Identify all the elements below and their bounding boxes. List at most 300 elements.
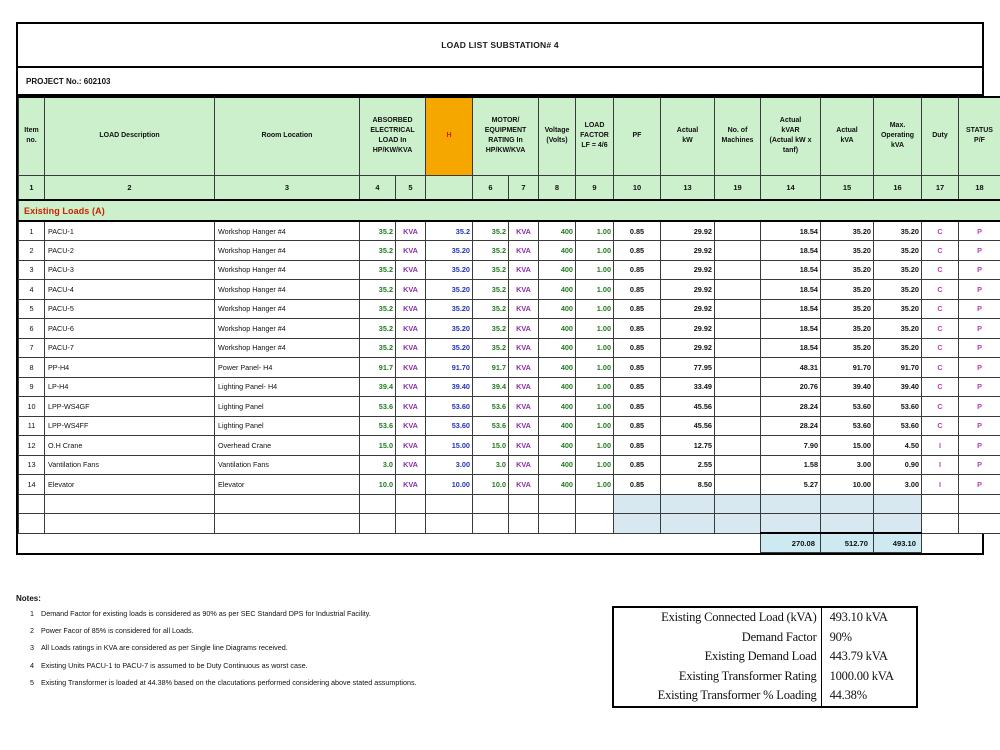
cell-room-location: Workshop Hanger #4 bbox=[215, 260, 360, 280]
cell-duty: C bbox=[922, 241, 959, 261]
cell-actual-kva: 91.70 bbox=[821, 358, 874, 378]
header-lf-l1: LOAD bbox=[584, 122, 605, 130]
cell-actual-kvar: 18.54 bbox=[761, 338, 821, 358]
cell-voltage: 400 bbox=[539, 436, 576, 456]
header-actual-kva bbox=[821, 97, 874, 175]
cell-status: P bbox=[959, 280, 1000, 300]
blank-cell bbox=[922, 494, 959, 514]
cell-motor-unit: KVA bbox=[509, 319, 539, 339]
cell-pf: 0.85 bbox=[614, 416, 661, 436]
note-index: 2 bbox=[30, 626, 34, 636]
blank-cell bbox=[874, 494, 922, 514]
table-row bbox=[19, 241, 1000, 261]
blank-cell bbox=[821, 514, 874, 534]
header-pf: PF bbox=[614, 97, 661, 175]
cell-max-operating-kva: 4.50 bbox=[874, 436, 922, 456]
cell-absorbed-value: 53.6 bbox=[360, 416, 396, 436]
cell-voltage: 400 bbox=[539, 358, 576, 378]
cell-max-operating-kva: 53.60 bbox=[874, 416, 922, 436]
note-text: Power Facor of 85% is considered for all Loads. bbox=[41, 626, 194, 636]
header-voltage-l2: (Volts) bbox=[546, 137, 568, 145]
cell-item-no: 11 bbox=[19, 416, 45, 436]
cell-motor-unit: KVA bbox=[509, 377, 539, 397]
cell-load-factor: 1.00 bbox=[576, 299, 614, 319]
cell-load-description: PP-H4 bbox=[45, 358, 215, 378]
page-title: LOAD LIST SUBSTATION# 4 bbox=[441, 40, 559, 50]
blank-cell bbox=[426, 494, 473, 514]
table-row bbox=[19, 260, 1000, 280]
cell-absorbed-value: 15.0 bbox=[360, 436, 396, 456]
blank-cell bbox=[45, 494, 215, 514]
cell-absorbed-value: 3.0 bbox=[360, 455, 396, 475]
cell-absorbed-unit: KVA bbox=[396, 260, 426, 280]
cell-absorbed-unit: KVA bbox=[396, 397, 426, 417]
cell-motor-unit: KVA bbox=[509, 280, 539, 300]
cell-actual-kvar: 5.27 bbox=[761, 475, 821, 495]
cell-item-no: 7 bbox=[19, 338, 45, 358]
header-actual-kw bbox=[661, 97, 715, 175]
cell-h-value: 35.20 bbox=[426, 299, 473, 319]
cell-voltage: 400 bbox=[539, 338, 576, 358]
note-text: Existing Transformer is loaded at 44.38% based on the clacutations performed considering above stated assumptions. bbox=[41, 677, 417, 687]
cell-h-value: 35.20 bbox=[426, 338, 473, 358]
cell-load-description: O.H Crane bbox=[45, 436, 215, 456]
header-kw-l1: Actual bbox=[676, 127, 699, 135]
header-machines-l1: No. of bbox=[727, 127, 748, 135]
cell-room-location: Lighting Panel bbox=[215, 397, 360, 417]
cell-actual-kvar: 1.58 bbox=[761, 455, 821, 475]
summary-label: Existing Demand Load bbox=[614, 647, 821, 667]
cell-voltage: 400 bbox=[539, 299, 576, 319]
summary-value: 44.38% bbox=[829, 688, 867, 703]
header-actual-kvar bbox=[761, 97, 821, 175]
cell-actual-kva: 35.20 bbox=[821, 319, 874, 339]
colnum-16: 16 bbox=[874, 175, 922, 200]
cell-load-factor: 1.00 bbox=[576, 377, 614, 397]
header-kvar-l4: tanf) bbox=[782, 147, 799, 155]
total-kvar: 270.08 bbox=[761, 533, 821, 553]
cell-no-of-machines bbox=[715, 475, 761, 495]
note-index: 4 bbox=[30, 660, 34, 670]
blank-cell bbox=[19, 514, 45, 534]
colnum-2: 2 bbox=[45, 175, 215, 200]
blank-cell bbox=[473, 514, 509, 534]
header-load-factor bbox=[576, 97, 614, 175]
summary-label: Existing Transformer Rating bbox=[614, 667, 821, 687]
cell-duty: C bbox=[922, 338, 959, 358]
header-motor-l1: MOTOR/ bbox=[491, 116, 520, 124]
table-data-body bbox=[19, 221, 1000, 494]
cell-item-no: 8 bbox=[19, 358, 45, 378]
cell-item-no: 3 bbox=[19, 260, 45, 280]
colnum-6: 6 bbox=[473, 175, 509, 200]
cell-h-value: 39.40 bbox=[426, 377, 473, 397]
cell-pf: 0.85 bbox=[614, 221, 661, 241]
table-row bbox=[19, 455, 1000, 475]
table-row bbox=[19, 358, 1000, 378]
colnum-17: 17 bbox=[922, 175, 959, 200]
header-motor-rating bbox=[473, 97, 539, 175]
colnum-5: 5 bbox=[396, 175, 426, 200]
cell-duty: I bbox=[922, 475, 959, 495]
cell-voltage: 400 bbox=[539, 397, 576, 417]
blank-cell bbox=[215, 494, 360, 514]
blank-row bbox=[19, 514, 1000, 534]
cell-absorbed-value: 35.2 bbox=[360, 338, 396, 358]
cell-absorbed-value: 35.2 bbox=[360, 221, 396, 241]
blank-cell bbox=[576, 494, 614, 514]
blank-cell bbox=[661, 494, 715, 514]
colnum-14: 14 bbox=[761, 175, 821, 200]
cell-absorbed-value: 39.4 bbox=[360, 377, 396, 397]
table-row bbox=[19, 436, 1000, 456]
cell-item-no: 6 bbox=[19, 319, 45, 339]
header-kva-l2: kVA bbox=[840, 137, 854, 145]
cell-item-no: 13 bbox=[19, 455, 45, 475]
cell-no-of-machines bbox=[715, 416, 761, 436]
cell-item-no: 10 bbox=[19, 397, 45, 417]
summary-label: Existing Connected Load (kVA) bbox=[614, 608, 821, 628]
cell-no-of-machines bbox=[715, 241, 761, 261]
cell-absorbed-unit: KVA bbox=[396, 319, 426, 339]
note-index: 3 bbox=[30, 643, 34, 653]
cell-max-operating-kva: 35.20 bbox=[874, 280, 922, 300]
cell-load-factor: 1.00 bbox=[576, 280, 614, 300]
blank-cell bbox=[45, 514, 215, 534]
cell-actual-kw: 29.92 bbox=[661, 280, 715, 300]
table-header-group bbox=[19, 97, 1000, 221]
cell-duty: C bbox=[922, 358, 959, 378]
header-max-l3: kVA bbox=[890, 142, 905, 150]
cell-load-factor: 1.00 bbox=[576, 221, 614, 241]
cell-no-of-machines bbox=[715, 377, 761, 397]
header-kvar-l2: kVAR bbox=[781, 127, 800, 135]
cell-h-value: 35.2 bbox=[426, 221, 473, 241]
colnum-3: 3 bbox=[215, 175, 360, 200]
blank-row bbox=[19, 494, 1000, 514]
cell-duty: C bbox=[922, 260, 959, 280]
cell-status: P bbox=[959, 338, 1000, 358]
cell-absorbed-unit: KVA bbox=[396, 377, 426, 397]
blank-cell bbox=[614, 494, 661, 514]
note-index: 5 bbox=[30, 677, 34, 687]
table-row bbox=[19, 280, 1000, 300]
cell-duty: C bbox=[922, 416, 959, 436]
header-status bbox=[959, 97, 1000, 175]
cell-duty: C bbox=[922, 377, 959, 397]
header-max-operating-kva bbox=[874, 97, 922, 175]
cell-motor-value: 35.2 bbox=[473, 221, 509, 241]
summary-table bbox=[614, 608, 916, 706]
header-h-column: H bbox=[426, 97, 473, 175]
cell-status: P bbox=[959, 475, 1000, 495]
cell-voltage: 400 bbox=[539, 475, 576, 495]
summary-row bbox=[614, 628, 916, 648]
colnum-4: 4 bbox=[360, 175, 396, 200]
cell-no-of-machines bbox=[715, 455, 761, 475]
cell-absorbed-unit: KVA bbox=[396, 280, 426, 300]
table-row bbox=[19, 319, 1000, 339]
cell-max-operating-kva: 39.40 bbox=[874, 377, 922, 397]
colnum-15: 15 bbox=[821, 175, 874, 200]
cell-absorbed-unit: KVA bbox=[396, 455, 426, 475]
cell-actual-kvar: 20.76 bbox=[761, 377, 821, 397]
header-duty: Duty bbox=[922, 97, 959, 175]
blank-cell bbox=[215, 514, 360, 534]
cell-actual-kw: 12.75 bbox=[661, 436, 715, 456]
cell-motor-value: 91.7 bbox=[473, 358, 509, 378]
cell-pf: 0.85 bbox=[614, 319, 661, 339]
header-absorbed-l4: HP/KW/KVA bbox=[372, 147, 413, 155]
cell-absorbed-value: 35.2 bbox=[360, 241, 396, 261]
cell-status: P bbox=[959, 260, 1000, 280]
cell-load-description: LPP-WS4GF bbox=[45, 397, 215, 417]
summary-row bbox=[614, 667, 916, 687]
cell-actual-kw: 29.92 bbox=[661, 319, 715, 339]
cell-pf: 0.85 bbox=[614, 436, 661, 456]
blank-cell bbox=[473, 494, 509, 514]
cell-max-operating-kva: 91.70 bbox=[874, 358, 922, 378]
cell-actual-kvar: 28.24 bbox=[761, 416, 821, 436]
cell-max-operating-kva: 35.20 bbox=[874, 241, 922, 261]
cell-absorbed-unit: KVA bbox=[396, 358, 426, 378]
cell-load-factor: 1.00 bbox=[576, 397, 614, 417]
cell-no-of-machines bbox=[715, 436, 761, 456]
cell-h-value: 53.60 bbox=[426, 416, 473, 436]
cell-actual-kw: 29.92 bbox=[661, 241, 715, 261]
cell-actual-kva: 3.00 bbox=[821, 455, 874, 475]
cell-actual-kva: 35.20 bbox=[821, 241, 874, 261]
cell-motor-unit: KVA bbox=[509, 299, 539, 319]
note-item bbox=[16, 626, 616, 636]
colnum-1: 1 bbox=[19, 175, 45, 200]
blank-cell bbox=[761, 514, 821, 534]
header-kw-l2: kW bbox=[682, 137, 693, 145]
header-kvar-l1: Actual bbox=[779, 116, 802, 124]
cell-duty: I bbox=[922, 436, 959, 456]
cell-voltage: 400 bbox=[539, 221, 576, 241]
blank-cell bbox=[821, 494, 874, 514]
cell-item-no: 12 bbox=[19, 436, 45, 456]
notes-block bbox=[16, 594, 616, 695]
cell-load-description: LP-H4 bbox=[45, 377, 215, 397]
cell-motor-value: 53.6 bbox=[473, 397, 509, 417]
blank-cell bbox=[661, 514, 715, 534]
cell-absorbed-value: 35.2 bbox=[360, 260, 396, 280]
blank-cell bbox=[922, 514, 959, 534]
table-row bbox=[19, 475, 1000, 495]
cell-room-location: Workshop Hanger #4 bbox=[215, 241, 360, 261]
cell-motor-value: 39.4 bbox=[473, 377, 509, 397]
colnum-7: 7 bbox=[509, 175, 539, 200]
table-row bbox=[19, 377, 1000, 397]
cell-status: P bbox=[959, 416, 1000, 436]
cell-motor-value: 35.2 bbox=[473, 319, 509, 339]
summary-row bbox=[614, 686, 916, 706]
header-item-no-l1: Item bbox=[24, 127, 39, 135]
blank-cell bbox=[509, 494, 539, 514]
header-kvar-l3: (Actual kW x bbox=[769, 137, 812, 145]
summary-value: 443.79 kVA bbox=[829, 649, 888, 664]
summary-row bbox=[614, 608, 916, 628]
cell-room-location: Workshop Hanger #4 bbox=[215, 280, 360, 300]
cell-load-description: PACU-4 bbox=[45, 280, 215, 300]
cell-max-operating-kva: 3.00 bbox=[874, 475, 922, 495]
load-list-frame bbox=[16, 22, 993, 555]
summary-value: 493.10 kVA bbox=[829, 610, 888, 625]
table-row bbox=[19, 299, 1000, 319]
cell-actual-kva: 10.00 bbox=[821, 475, 874, 495]
cell-h-value: 91.70 bbox=[426, 358, 473, 378]
header-no-of-machines bbox=[715, 97, 761, 175]
note-item bbox=[16, 643, 616, 653]
cell-absorbed-value: 53.6 bbox=[360, 397, 396, 417]
cell-pf: 0.85 bbox=[614, 299, 661, 319]
cell-duty: C bbox=[922, 299, 959, 319]
cell-motor-value: 15.0 bbox=[473, 436, 509, 456]
cell-h-value: 35.20 bbox=[426, 280, 473, 300]
project-number: PROJECT No.: 602103 bbox=[26, 76, 111, 86]
cell-motor-value: 35.2 bbox=[473, 280, 509, 300]
cell-actual-kw: 29.92 bbox=[661, 338, 715, 358]
cell-max-operating-kva: 35.20 bbox=[874, 319, 922, 339]
cell-load-factor: 1.00 bbox=[576, 319, 614, 339]
cell-actual-kw: 45.56 bbox=[661, 416, 715, 436]
cell-pf: 0.85 bbox=[614, 377, 661, 397]
cell-load-description: PACU-5 bbox=[45, 299, 215, 319]
cell-no-of-machines bbox=[715, 358, 761, 378]
cell-pf: 0.85 bbox=[614, 280, 661, 300]
cell-absorbed-unit: KVA bbox=[396, 241, 426, 261]
blank-cell bbox=[19, 494, 45, 514]
cell-duty: C bbox=[922, 319, 959, 339]
cell-voltage: 400 bbox=[539, 260, 576, 280]
cell-actual-kvar: 18.54 bbox=[761, 280, 821, 300]
table-row bbox=[19, 397, 1000, 417]
section-header-row bbox=[19, 200, 1000, 221]
blank-cell bbox=[396, 494, 426, 514]
cell-pf: 0.85 bbox=[614, 338, 661, 358]
cell-max-operating-kva: 35.20 bbox=[874, 221, 922, 241]
cell-room-location: Workshop Hanger #4 bbox=[215, 299, 360, 319]
cell-room-location: Workshop Hanger #4 bbox=[215, 319, 360, 339]
blank-cell bbox=[426, 514, 473, 534]
cell-status: P bbox=[959, 436, 1000, 456]
cell-load-factor: 1.00 bbox=[576, 416, 614, 436]
cell-motor-value: 35.2 bbox=[473, 260, 509, 280]
cell-absorbed-value: 35.2 bbox=[360, 319, 396, 339]
cell-item-no: 2 bbox=[19, 241, 45, 261]
cell-motor-value: 53.6 bbox=[473, 416, 509, 436]
cell-max-operating-kva: 53.60 bbox=[874, 397, 922, 417]
cell-load-description: LPP-WS4FF bbox=[45, 416, 215, 436]
header-machines-l2: Machines bbox=[721, 137, 754, 145]
note-index: 1 bbox=[30, 609, 34, 618]
cell-actual-kw: 45.56 bbox=[661, 397, 715, 417]
note-item bbox=[16, 661, 616, 671]
header-status-l1: STATUS bbox=[966, 127, 993, 135]
colnum-h bbox=[426, 175, 473, 200]
blank-cell bbox=[396, 514, 426, 534]
cell-h-value: 15.00 bbox=[426, 436, 473, 456]
cell-status: P bbox=[959, 377, 1000, 397]
cell-h-value: 35.20 bbox=[426, 260, 473, 280]
cell-load-description: PACU-3 bbox=[45, 260, 215, 280]
cell-actual-kvar: 18.54 bbox=[761, 299, 821, 319]
cell-h-value: 35.20 bbox=[426, 241, 473, 261]
cell-item-no: 9 bbox=[19, 377, 45, 397]
cell-actual-kva: 15.00 bbox=[821, 436, 874, 456]
header-kva-l1: Actual bbox=[836, 127, 858, 135]
cell-load-description: Vantilation Fans bbox=[45, 455, 215, 475]
cell-motor-unit: KVA bbox=[509, 221, 539, 241]
cell-no-of-machines bbox=[715, 299, 761, 319]
cell-actual-kva: 39.40 bbox=[821, 377, 874, 397]
cell-room-location: Workshop Hanger #4 bbox=[215, 338, 360, 358]
total-kva: 512.70 bbox=[821, 533, 874, 553]
blank-cell bbox=[715, 494, 761, 514]
cell-item-no: 14 bbox=[19, 475, 45, 495]
cell-status: P bbox=[959, 358, 1000, 378]
cell-actual-kvar: 18.54 bbox=[761, 260, 821, 280]
cell-load-description: PACU-7 bbox=[45, 338, 215, 358]
cell-no-of-machines bbox=[715, 260, 761, 280]
header-item-no bbox=[19, 97, 45, 175]
cell-actual-kva: 53.60 bbox=[821, 397, 874, 417]
cell-h-value: 35.20 bbox=[426, 319, 473, 339]
cell-motor-value: 35.2 bbox=[473, 338, 509, 358]
totals-spacer-right bbox=[922, 533, 1000, 553]
blank-cell bbox=[874, 514, 922, 534]
colnum-10: 10 bbox=[614, 175, 661, 200]
note-text: Demand Factor for existing loads is considered as 90% as per SEC Standard DPS for Industrial Facility. bbox=[41, 609, 371, 618]
header-room-location: Room Location bbox=[215, 97, 360, 175]
blank-cell bbox=[539, 514, 576, 534]
cell-status: P bbox=[959, 299, 1000, 319]
header-status-l2: P/F bbox=[974, 137, 985, 145]
header-load-description: LOAD Description bbox=[45, 97, 215, 175]
header-lf-l2: FACTOR bbox=[580, 132, 609, 140]
cell-h-value: 3.00 bbox=[426, 455, 473, 475]
cell-actual-kvar: 18.54 bbox=[761, 221, 821, 241]
blank-cell bbox=[576, 514, 614, 534]
table-row bbox=[19, 416, 1000, 436]
cell-room-location: Overhead Crane bbox=[215, 436, 360, 456]
cell-actual-kvar: 18.54 bbox=[761, 241, 821, 261]
cell-room-location: Vantilation Fans bbox=[215, 455, 360, 475]
cell-motor-unit: KVA bbox=[509, 436, 539, 456]
cell-pf: 0.85 bbox=[614, 241, 661, 261]
project-band bbox=[18, 68, 982, 96]
cell-pf: 0.85 bbox=[614, 475, 661, 495]
cell-room-location: Elevator bbox=[215, 475, 360, 495]
cell-duty: C bbox=[922, 221, 959, 241]
cell-h-value: 53.60 bbox=[426, 397, 473, 417]
summary-value: 1000.00 kVA bbox=[829, 668, 894, 683]
cell-load-factor: 1.00 bbox=[576, 455, 614, 475]
cell-actual-kvar: 7.90 bbox=[761, 436, 821, 456]
header-voltage-l1: Voltage bbox=[544, 127, 570, 135]
cell-motor-unit: KVA bbox=[509, 241, 539, 261]
cell-load-factor: 1.00 bbox=[576, 475, 614, 495]
cell-max-operating-kva: 35.20 bbox=[874, 260, 922, 280]
cell-actual-kw: 29.92 bbox=[661, 299, 715, 319]
cell-room-location: Lighting Panel- H4 bbox=[215, 377, 360, 397]
cell-voltage: 400 bbox=[539, 416, 576, 436]
cell-h-value: 10.00 bbox=[426, 475, 473, 495]
cell-voltage: 400 bbox=[539, 377, 576, 397]
title-band bbox=[18, 24, 982, 68]
